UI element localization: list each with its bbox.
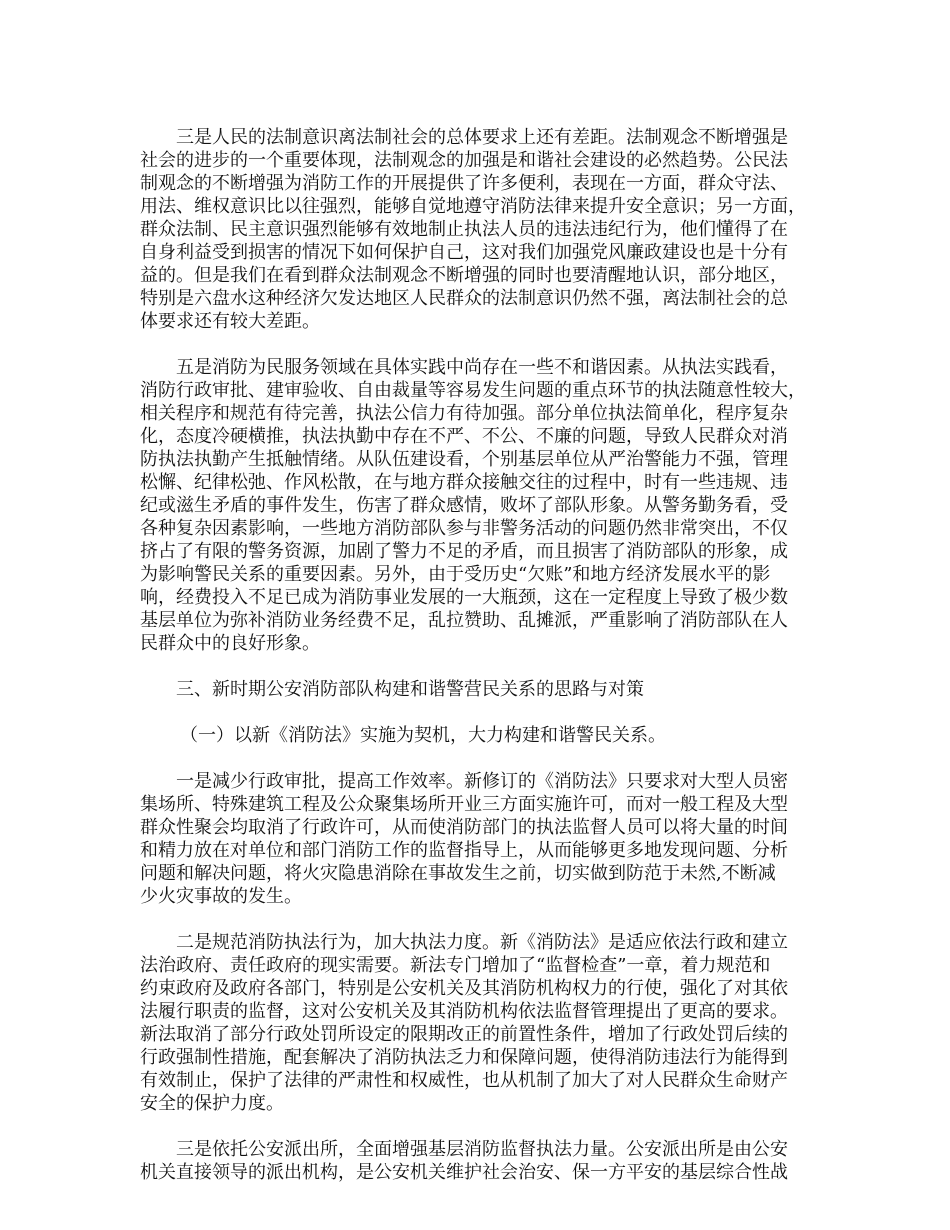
text-line: 用法、维权意识比以往强烈，能够自觉地遵守消防法律来提升安全意识；另一方面， bbox=[140, 196, 806, 217]
text-line: 五是消防为民服务领域在具体实践中尚存在一些不和谐因素。从执法实践看， bbox=[176, 357, 788, 378]
text-line: 集场所、特殊建筑工程及公众聚集场所开业三方面实施许可，而对一般工程及大型 bbox=[140, 794, 788, 815]
text-line: 各种复杂因素影响，一些地方消防部队参与非警务活动的问题仍然非常突出，不仅 bbox=[140, 518, 788, 539]
paragraph-standardize-enforcement bbox=[140, 931, 820, 1115]
text-line: 制观念的不断增强为消防工作的开展提供了许多便利，表现在一方面，群众守法、 bbox=[140, 173, 788, 194]
text-line: 自身利益受到损害的情况下如何保护自己，这对我们加强党风廉政建设也是十分有 bbox=[140, 242, 788, 263]
text-line: 行政强制性措施，配套解决了消防执法乏力和保障问题，使得消防违法行为能得到 bbox=[140, 1047, 788, 1068]
text-line: 法履行职责的监督，这对公安机关及其消防机构依法监督管理提出了更高的要求。 bbox=[140, 1001, 788, 1022]
text-line: 二是规范消防执法行为，加大执法力度。新《消防法》是适应依法行政和建立 bbox=[176, 932, 788, 953]
text-line: 三是依托公安派出所，全面增强基层消防监督执法力量。公安派出所是由公安 bbox=[176, 1139, 788, 1160]
text-line: 三是人民的法制意识离法制社会的总体要求上还有差距。法制观念不断增强是 bbox=[176, 127, 788, 148]
subsection-heading: （一）以新《消防法》实施为契机，大力构建和谐警民关系。 bbox=[180, 725, 666, 746]
document-page bbox=[140, 126, 820, 1207]
paragraph-service-disharmony bbox=[140, 356, 820, 655]
paragraph-citizen-legal-awareness bbox=[140, 126, 820, 333]
text-line: 问题和解决问题，将火灾隐患消除在事故发生之前，切实做到防范于未然,不断减 bbox=[140, 863, 776, 884]
text-line: 消防行政审批、建审验收、自由裁量等容易发生问题的重点环节的执法随意性较大， bbox=[140, 380, 806, 401]
text-line: 挤占了有限的警务资源，加剧了警力不足的矛盾，而且损害了消防部队的形象，成 bbox=[140, 541, 788, 562]
text-line: 有效制止，保护了法律的严肃性和权威性，也从机制了加大了对人民群众生命财产 bbox=[140, 1070, 788, 1091]
text-line: 群众法制、民主意识强烈能够有效地制止执法人员的违法违纪行为，他们懂得了在 bbox=[140, 219, 788, 240]
text-line: 约束政府及政府各部门，特别是公安机关及其消防机构权力的行使，强化了对其依 bbox=[140, 978, 788, 999]
text-line: 为影响警民关系的重要因素。另外，由于受历史“欠账”和地方经济发展水平的影 bbox=[140, 564, 771, 585]
text-line: 和精力放在对单位和部门消防工作的监督指导上，从而能够更多地发现问题、分析 bbox=[140, 840, 788, 861]
section-heading: 三、新时期公安消防部队构建和谐警营民关系的思路与对策 bbox=[176, 679, 644, 700]
paragraph-police-station bbox=[140, 1138, 820, 1184]
text-line: 民群众中的良好形象。 bbox=[140, 633, 320, 654]
text-line: 益的。但是我们在看到群众法制观念不断增强的同时也要清醒地认识，部分地区， bbox=[140, 265, 788, 286]
text-line: 新法取消了部分行政处罚所设定的限期改正的前置性条件，增加了行政处罚后续的 bbox=[140, 1024, 788, 1045]
text-line: 法治政府、责任政府的现实需要。新法专门增加了“监督检查”一章，着力规范和 bbox=[140, 955, 771, 976]
text-line: 相关程序和规范有待完善，执法公信力有待加强。部分单位执法简单化，程序复杂 bbox=[140, 403, 788, 424]
text-line: 体要求还有较大差距。 bbox=[140, 311, 320, 332]
text-line: 机关直接领导的派出机构，是公安机关维护社会治安、保一方平安的基层综合性战 bbox=[140, 1162, 788, 1183]
text-line: 纪或滋生矛盾的事件发生，伤害了群众感情，败坏了部队形象。从警务勤务看，受 bbox=[140, 495, 788, 516]
text-line: 群众性聚会均取消了行政许可，从而使消防部门的执法监督人员可以将大量的时间 bbox=[140, 817, 788, 838]
text-line: 安全的保护力度。 bbox=[140, 1093, 284, 1114]
paragraph-reduce-approval bbox=[140, 770, 820, 908]
text-line: 化，态度冷硬横推，执法执勤中存在不严、不公、不廉的问题，导致人民群众对消 bbox=[140, 426, 788, 447]
text-line: 特别是六盘水这种经济欠发达地区人民群众的法制意识仍然不强，离法制社会的总 bbox=[140, 288, 788, 309]
text-line: 社会的进步的一个重要体现，法制观念的加强是和谐社会建设的必然趋势。公民法 bbox=[140, 150, 788, 171]
text-line: 基层单位为弥补消防业务经费不足，乱拉赞助、乱摊派，严重影响了消防部队在人 bbox=[140, 610, 788, 631]
text-line: 少火灾事故的发生。 bbox=[140, 886, 302, 907]
text-line: 一是减少行政审批，提高工作效率。新修订的《消防法》只要求对大型人员密 bbox=[176, 771, 788, 792]
text-line: 松懈、纪律松弛、作风松散，在与地方群众接触交往的过程中，时有一些违规、违 bbox=[140, 472, 788, 493]
text-line: 防执法执勤产生抵触情绪。从队伍建设看，个别基层单位从严治警能力不强，管理 bbox=[140, 449, 788, 470]
text-line: 响，经费投入不足已成为消防事业发展的一大瓶颈，这在一定程度上导致了极少数 bbox=[140, 587, 788, 608]
